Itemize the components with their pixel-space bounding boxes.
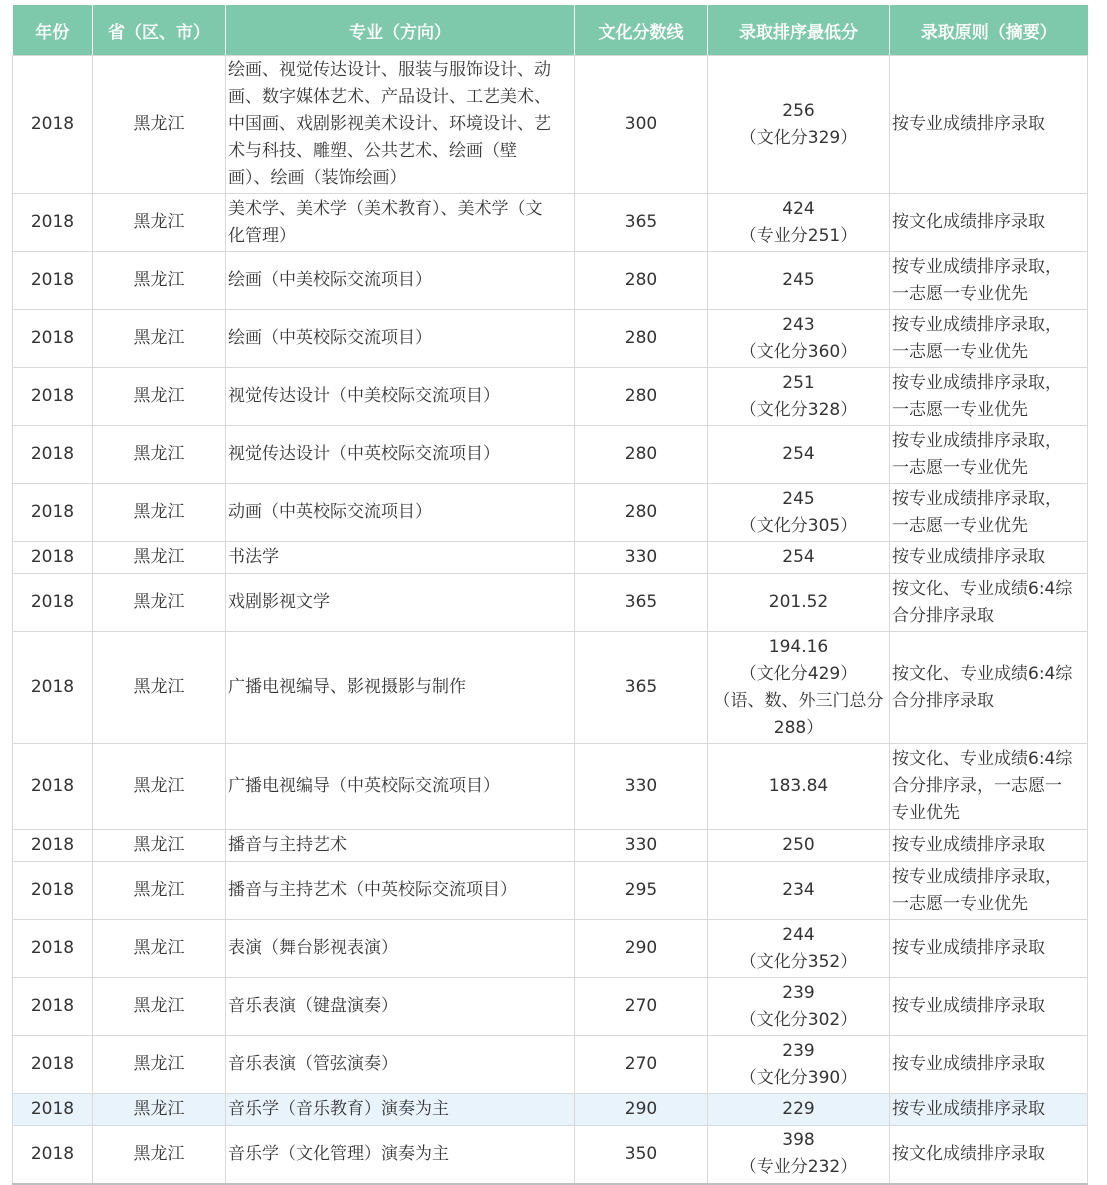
rule-cell xyxy=(890,920,1088,978)
province-cell: 黑龙江 xyxy=(93,56,226,194)
culture-line-cell: 365 xyxy=(575,574,708,632)
min-score-cell xyxy=(708,368,890,426)
major-cell-line: 中国画、戏剧影视美术设计、环境设计、艺 xyxy=(228,114,551,134)
rule-cell xyxy=(890,368,1088,426)
min-score-cell-line: （文化分429） xyxy=(739,663,858,684)
min-score-cell-line: 254 xyxy=(782,444,815,464)
major-cell xyxy=(226,310,575,368)
major-cell-line: 音乐表演（管弦演奏） xyxy=(228,1054,398,1074)
province-cell: 黑龙江 xyxy=(93,574,226,632)
major-cell-line: 视觉传达设计（中美校际交流项目） xyxy=(228,386,500,406)
province-cell: 黑龙江 xyxy=(93,1036,226,1094)
year-cell: 2018 xyxy=(13,862,93,920)
table-row xyxy=(13,920,1088,978)
culture-line-cell: 280 xyxy=(575,484,708,542)
province-cell: 黑龙江 xyxy=(93,194,226,252)
min-score-cell-line: 398 xyxy=(782,1130,815,1151)
rule-cell-line: 一志愿一专业优先 xyxy=(892,341,1028,362)
rule-cell xyxy=(890,310,1088,368)
rule-cell-line: 按专业成绩排序录取 xyxy=(892,938,1045,958)
min-score-cell xyxy=(708,310,890,368)
min-score-cell xyxy=(708,1036,890,1094)
header-province: 省（区、市） xyxy=(93,5,226,56)
rule-cell-line: 按专业成绩排序录取 xyxy=(892,996,1045,1016)
year-cell: 2018 xyxy=(13,1126,93,1184)
min-score-cell xyxy=(708,632,890,744)
header-rule: 录取原则（摘要） xyxy=(890,5,1088,56)
rule-cell-line: 按专业成绩排序录取， xyxy=(892,372,1062,393)
rule-cell-line: 按专业成绩排序录取 xyxy=(892,835,1045,855)
province-cell: 黑龙江 xyxy=(93,862,226,920)
major-cell-line: 画）、绘画（装饰绘画） xyxy=(228,168,407,188)
rule-cell-line: 合分排序录取 xyxy=(892,690,994,711)
province-cell: 黑龙江 xyxy=(93,252,226,310)
culture-line-cell: 330 xyxy=(575,542,708,574)
major-cell-line: 化管理） xyxy=(228,225,296,246)
culture-line-cell: 280 xyxy=(575,252,708,310)
major-cell-line: 绘画、视觉传达设计、服装与服饰设计、动 xyxy=(228,60,551,80)
rule-cell-line: 按专业成绩排序录取， xyxy=(892,314,1062,335)
year-cell: 2018 xyxy=(13,542,93,574)
min-score-cell-line: 239 xyxy=(782,982,815,1003)
major-cell xyxy=(226,862,575,920)
culture-line-cell: 280 xyxy=(575,310,708,368)
rule-cell-line: 一志愿一专业优先 xyxy=(892,457,1028,478)
rule-cell-line: 按文化、专业成绩6:4综 xyxy=(892,578,1073,599)
min-score-cell-line: （文化分329） xyxy=(739,127,858,148)
min-score-cell-line: 201.52 xyxy=(768,592,829,612)
min-score-cell xyxy=(708,830,890,862)
major-cell xyxy=(226,1094,575,1126)
major-cell-line: 广播电视编导（中英校际交流项目） xyxy=(228,776,500,796)
culture-line-cell: 300 xyxy=(575,56,708,194)
min-score-cell xyxy=(708,426,890,484)
major-cell xyxy=(226,194,575,252)
min-score-cell-line: （文化分328） xyxy=(739,399,858,420)
min-score-cell-line: 245 xyxy=(782,270,815,290)
year-cell: 2018 xyxy=(13,194,93,252)
major-cell xyxy=(226,542,575,574)
rule-cell-line: 按文化成绩排序录取 xyxy=(892,1143,1045,1164)
admission-table xyxy=(12,5,1088,1185)
province-cell: 黑龙江 xyxy=(93,426,226,484)
major-cell xyxy=(226,252,575,310)
major-cell-line: 音乐学（音乐教育）演奏为主 xyxy=(228,1099,449,1119)
min-score-cell-line: 229 xyxy=(782,1099,815,1119)
major-cell xyxy=(226,426,575,484)
header-min-score: 录取排序最低分 xyxy=(708,5,890,56)
rule-cell xyxy=(890,744,1088,830)
rule-cell xyxy=(890,862,1088,920)
rule-cell xyxy=(890,252,1088,310)
year-cell: 2018 xyxy=(13,1094,93,1126)
rule-cell xyxy=(890,1094,1088,1126)
culture-line-cell: 330 xyxy=(575,830,708,862)
major-cell-line: 绘画（中美校际交流项目） xyxy=(228,270,432,290)
major-cell-line: 视觉传达设计（中英校际交流项目） xyxy=(228,444,500,464)
major-cell xyxy=(226,484,575,542)
min-score-cell-line: 183.84 xyxy=(768,776,829,796)
rule-cell xyxy=(890,574,1088,632)
min-score-cell xyxy=(708,542,890,574)
year-cell: 2018 xyxy=(13,830,93,862)
province-cell: 黑龙江 xyxy=(93,484,226,542)
rule-cell-line: 一志愿一专业优先 xyxy=(892,283,1028,304)
province-cell: 黑龙江 xyxy=(93,542,226,574)
major-cell-line: 术与科技、雕塑、公共艺术、绘画（壁 xyxy=(228,141,517,161)
rule-cell xyxy=(890,56,1088,194)
table-row xyxy=(13,56,1088,194)
major-cell-line: 绘画（中英校际交流项目） xyxy=(228,328,432,348)
rule-cell-line: 按专业成绩排序录取， xyxy=(892,488,1062,509)
min-score-cell-line: （专业分232） xyxy=(739,1157,858,1178)
table-body xyxy=(13,56,1088,1184)
min-score-cell-line: 288） xyxy=(773,717,824,738)
min-score-cell xyxy=(708,194,890,252)
rule-cell-line: 按文化、专业成绩6:4综 xyxy=(892,749,1073,769)
table-row xyxy=(13,744,1088,830)
major-cell xyxy=(226,56,575,194)
culture-line-cell: 290 xyxy=(575,920,708,978)
major-cell-line: 广播电视编导、影视摄影与制作 xyxy=(228,677,466,697)
rule-cell-line: 合分排序录，一志愿一 xyxy=(892,776,1062,796)
rule-cell-line: 按专业成绩排序录取 xyxy=(892,114,1045,134)
province-cell: 黑龙江 xyxy=(93,1094,226,1126)
table-row xyxy=(13,484,1088,542)
min-score-cell xyxy=(708,574,890,632)
rule-cell-line: 按专业成绩排序录取， xyxy=(892,866,1062,887)
major-cell-line: 音乐学（文化管理）演奏为主 xyxy=(228,1143,449,1164)
table-row xyxy=(13,1126,1088,1184)
major-cell xyxy=(226,1036,575,1094)
rule-cell-line: 按专业成绩排序录取 xyxy=(892,1054,1045,1074)
table-row xyxy=(13,1036,1088,1094)
table-row xyxy=(13,632,1088,744)
min-score-cell xyxy=(708,252,890,310)
year-cell: 2018 xyxy=(13,920,93,978)
year-cell: 2018 xyxy=(13,310,93,368)
culture-line-cell: 280 xyxy=(575,426,708,484)
min-score-cell-line: （专业分251） xyxy=(739,225,858,246)
major-cell-line: 书法学 xyxy=(228,547,279,567)
major-cell-line: 戏剧影视文学 xyxy=(228,592,330,612)
rule-cell xyxy=(890,1036,1088,1094)
culture-line-cell: 270 xyxy=(575,978,708,1036)
min-score-cell xyxy=(708,1126,890,1184)
min-score-cell-line: 243 xyxy=(782,314,815,335)
rule-cell-line: 按专业成绩排序录取， xyxy=(892,256,1062,277)
rule-cell-line: 按专业成绩排序录取 xyxy=(892,1099,1045,1119)
min-score-cell-line: 239 xyxy=(782,1040,815,1061)
rule-cell xyxy=(890,426,1088,484)
header-year: 年份 xyxy=(13,5,93,56)
major-cell xyxy=(226,978,575,1036)
province-cell: 黑龙江 xyxy=(93,632,226,744)
table-row xyxy=(13,978,1088,1036)
header-row xyxy=(13,5,1088,56)
culture-line-cell: 280 xyxy=(575,368,708,426)
culture-line-cell: 365 xyxy=(575,632,708,744)
table-row xyxy=(13,252,1088,310)
table-row xyxy=(13,574,1088,632)
rule-cell-line: 按文化成绩排序录取 xyxy=(892,212,1045,232)
min-score-cell xyxy=(708,862,890,920)
min-score-cell-line: （文化分390） xyxy=(739,1067,858,1088)
major-cell xyxy=(226,830,575,862)
table-row xyxy=(13,194,1088,252)
min-score-cell-line: 245 xyxy=(782,488,815,509)
year-cell: 2018 xyxy=(13,632,93,744)
header-major: 专业（方向） xyxy=(226,5,575,56)
min-score-cell xyxy=(708,978,890,1036)
rule-cell-line: 按专业成绩排序录取， xyxy=(892,430,1062,451)
culture-line-cell: 365 xyxy=(575,194,708,252)
rule-cell-line: 按专业成绩排序录取 xyxy=(892,547,1045,567)
min-score-cell xyxy=(708,484,890,542)
province-cell: 黑龙江 xyxy=(93,744,226,830)
table-row xyxy=(13,542,1088,574)
culture-line-cell: 270 xyxy=(575,1036,708,1094)
year-cell: 2018 xyxy=(13,426,93,484)
major-cell xyxy=(226,920,575,978)
table-row xyxy=(13,830,1088,862)
major-cell xyxy=(226,368,575,426)
culture-line-cell: 350 xyxy=(575,1126,708,1184)
major-cell-line: 播音与主持艺术 xyxy=(228,835,347,855)
major-cell xyxy=(226,632,575,744)
min-score-cell-line: 251 xyxy=(782,372,815,393)
rule-cell xyxy=(890,484,1088,542)
year-cell: 2018 xyxy=(13,1036,93,1094)
min-score-cell-line: （文化分305） xyxy=(739,515,858,536)
table-row xyxy=(13,1094,1088,1126)
rule-cell xyxy=(890,194,1088,252)
rule-cell xyxy=(890,978,1088,1036)
province-cell: 黑龙江 xyxy=(93,1126,226,1184)
year-cell: 2018 xyxy=(13,368,93,426)
min-score-cell-line: 244 xyxy=(782,924,815,945)
rule-cell xyxy=(890,830,1088,862)
min-score-cell-line: 254 xyxy=(782,547,815,567)
header-culture-line: 文化分数线 xyxy=(575,5,708,56)
table-row xyxy=(13,426,1088,484)
year-cell: 2018 xyxy=(13,744,93,830)
province-cell: 黑龙江 xyxy=(93,978,226,1036)
rule-cell-line: 一志愿一专业优先 xyxy=(892,893,1028,914)
min-score-cell-line: 194.16 xyxy=(768,636,829,657)
culture-line-cell: 295 xyxy=(575,862,708,920)
min-score-cell xyxy=(708,1094,890,1126)
major-cell-line: 动画（中英校际交流项目） xyxy=(228,502,432,522)
min-score-cell-line: （文化分360） xyxy=(739,341,858,362)
culture-line-cell: 290 xyxy=(575,1094,708,1126)
province-cell: 黑龙江 xyxy=(93,368,226,426)
min-score-cell-line: 424 xyxy=(782,198,815,219)
rule-cell-line: 专业优先 xyxy=(892,803,960,823)
major-cell-line: 表演（舞台影视表演） xyxy=(228,938,398,958)
rule-cell xyxy=(890,632,1088,744)
major-cell xyxy=(226,1126,575,1184)
major-cell xyxy=(226,744,575,830)
major-cell-line: 音乐表演（键盘演奏） xyxy=(228,996,398,1016)
year-cell: 2018 xyxy=(13,56,93,194)
min-score-cell-line: 234 xyxy=(782,880,815,900)
major-cell-line: 画、数字媒体艺术、产品设计、工艺美术、 xyxy=(228,87,551,107)
min-score-cell-line: 250 xyxy=(782,835,815,855)
year-cell: 2018 xyxy=(13,252,93,310)
table-header xyxy=(13,5,1088,56)
year-cell: 2018 xyxy=(13,978,93,1036)
rule-cell-line: 一志愿一专业优先 xyxy=(892,515,1028,536)
rule-cell xyxy=(890,1126,1088,1184)
major-cell-line: 播音与主持艺术（中英校际交流项目） xyxy=(228,880,517,900)
min-score-cell xyxy=(708,744,890,830)
table-row xyxy=(13,310,1088,368)
year-cell: 2018 xyxy=(13,574,93,632)
rule-cell-line: 按文化、专业成绩6:4综 xyxy=(892,663,1073,684)
min-score-cell-line: （文化分302） xyxy=(739,1009,858,1030)
table-row xyxy=(13,368,1088,426)
min-score-cell-line: （语、数、外三门总分 xyxy=(713,690,884,711)
year-cell: 2018 xyxy=(13,484,93,542)
province-cell: 黑龙江 xyxy=(93,920,226,978)
culture-line-cell: 330 xyxy=(575,744,708,830)
province-cell: 黑龙江 xyxy=(93,830,226,862)
min-score-cell xyxy=(708,920,890,978)
rule-cell-line: 合分排序录取 xyxy=(892,605,994,626)
min-score-cell xyxy=(708,56,890,194)
table-row xyxy=(13,862,1088,920)
rule-cell xyxy=(890,542,1088,574)
major-cell xyxy=(226,574,575,632)
admission-table-container xyxy=(12,5,1087,1185)
major-cell-line: 美术学、美术学（美术教育）、美术学（文 xyxy=(228,198,543,219)
min-score-cell-line: 256 xyxy=(782,100,815,121)
min-score-cell-line: （文化分352） xyxy=(739,951,858,972)
rule-cell-line: 一志愿一专业优先 xyxy=(892,399,1028,420)
province-cell: 黑龙江 xyxy=(93,310,226,368)
